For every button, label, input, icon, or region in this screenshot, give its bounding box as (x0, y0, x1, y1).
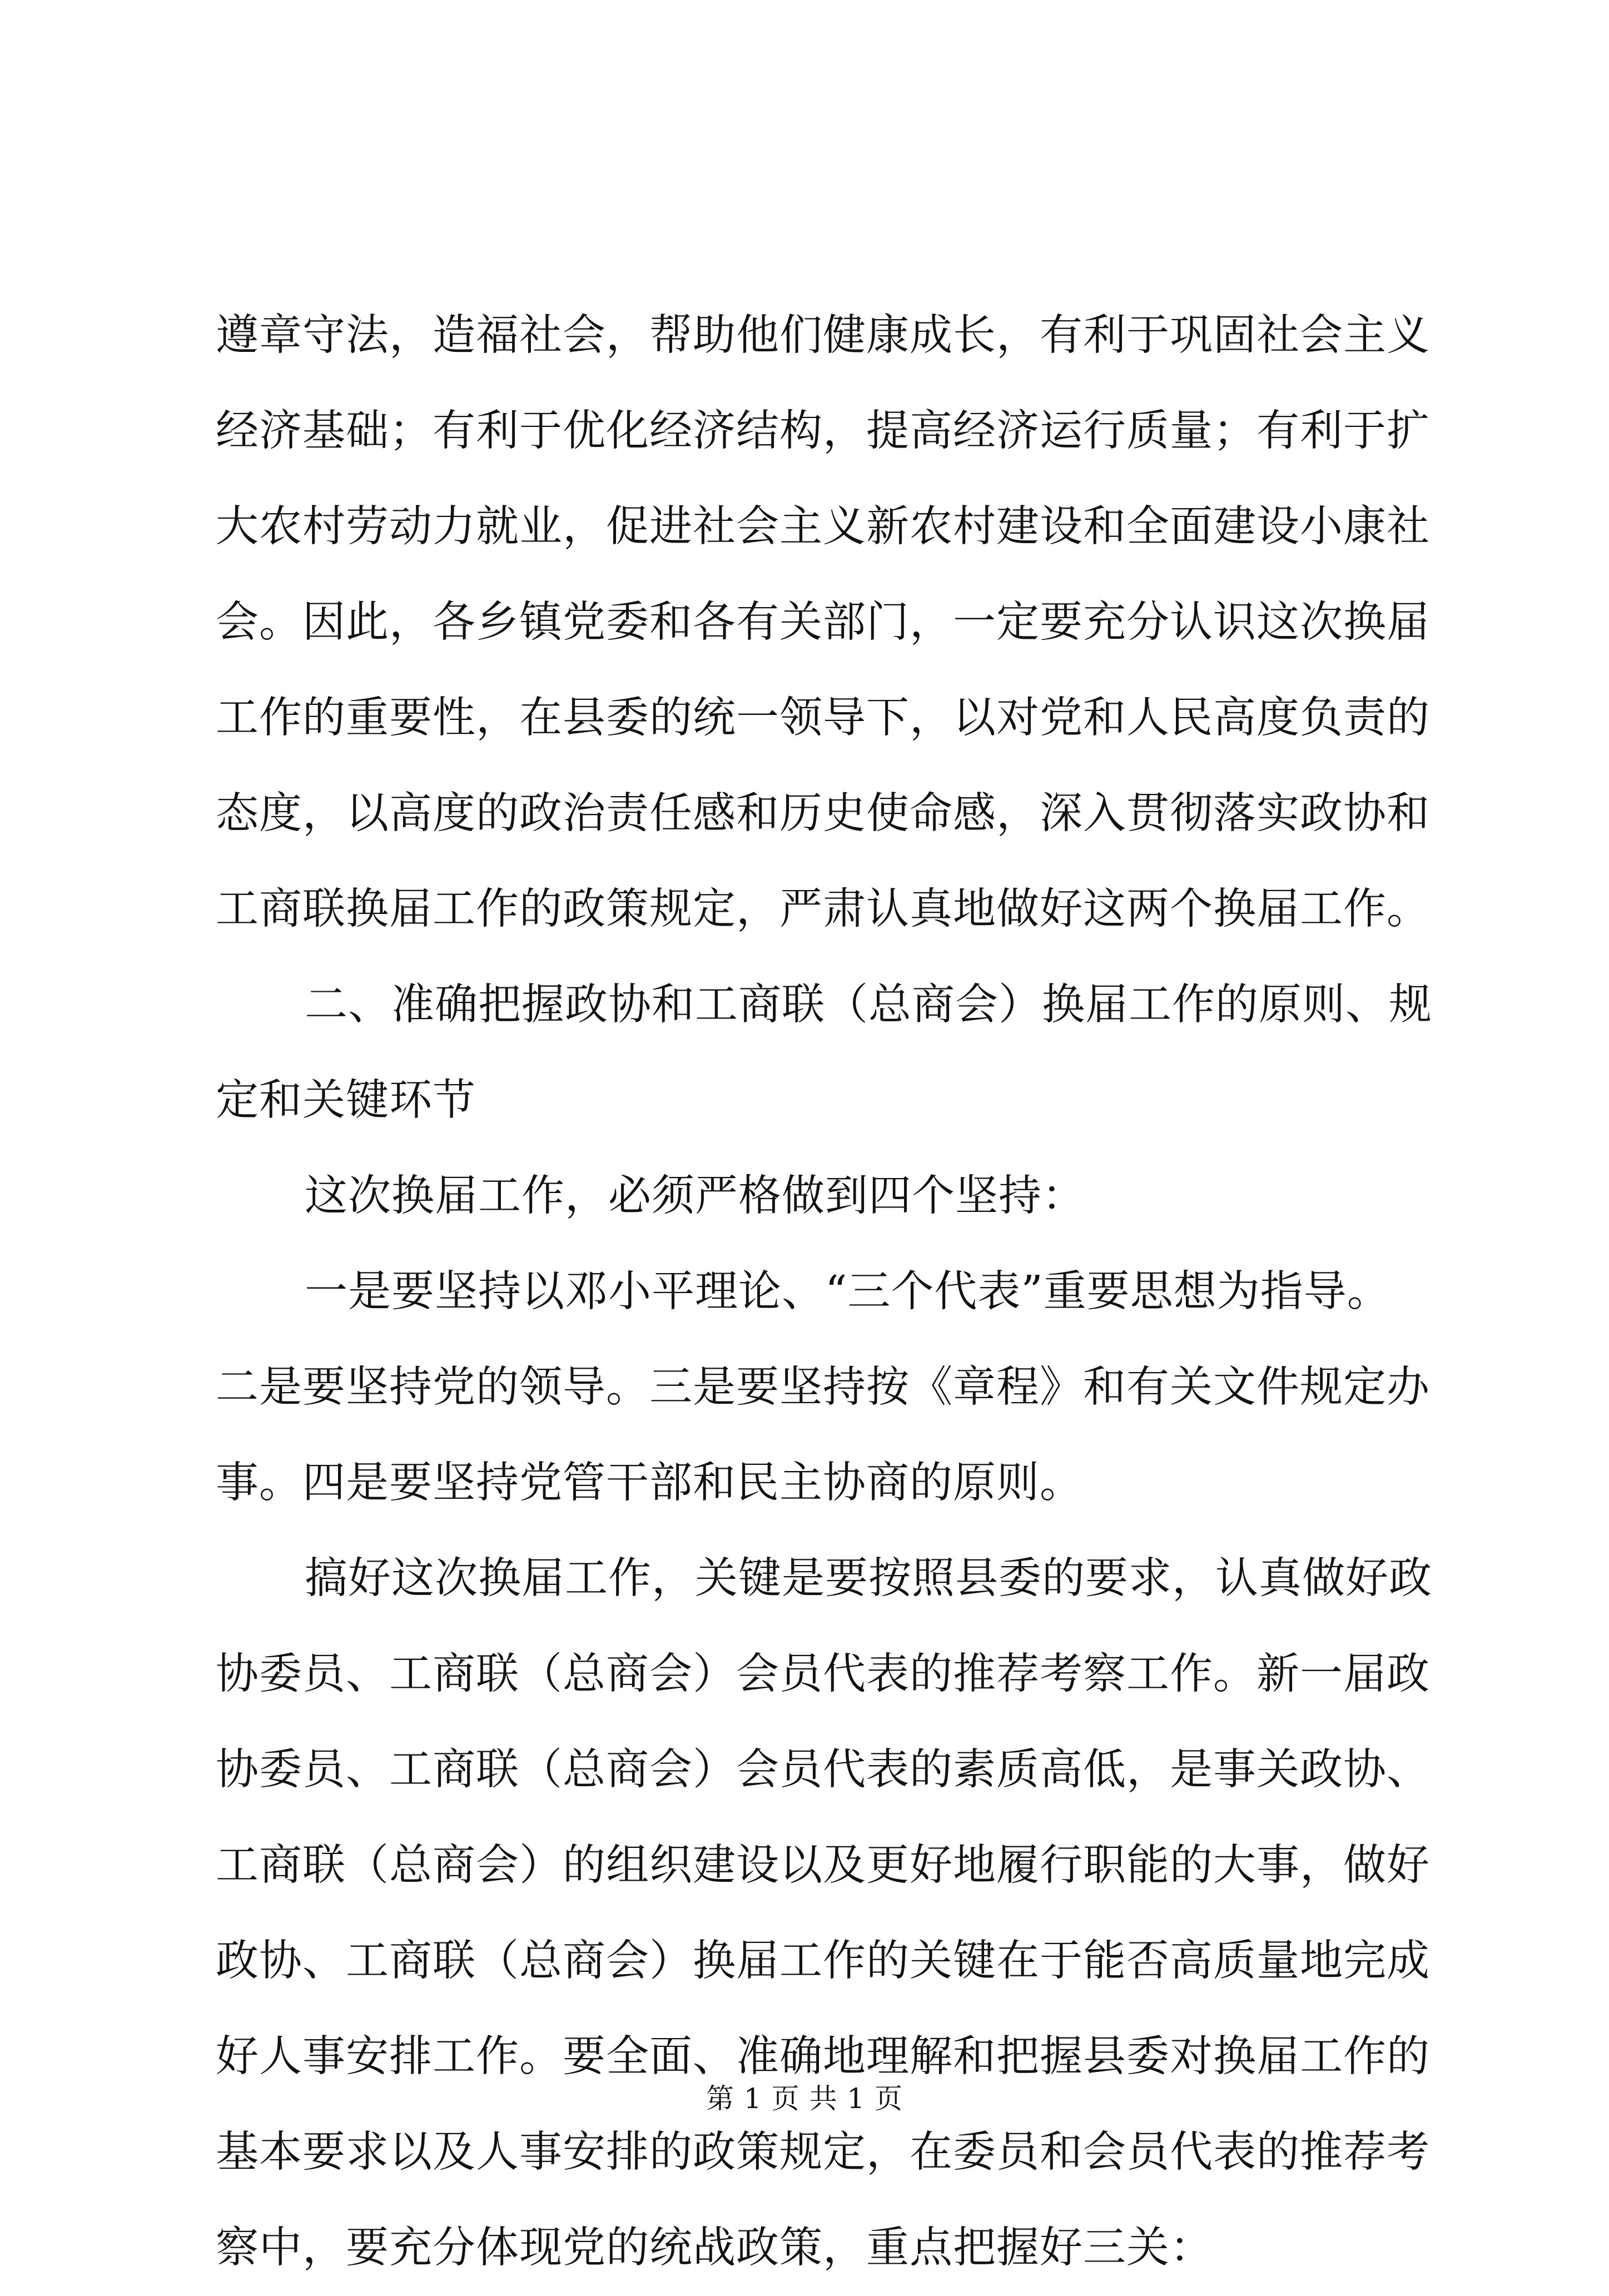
text-line: 定和关键环节 (216, 1076, 476, 1125)
text-line: 这次换届工作，必须严格做到四个坚持： (305, 1171, 1085, 1221)
text-line: 事。四是要坚持党管干部和民主协商的原则。 (216, 1458, 1083, 1508)
document-body (216, 288, 1432, 2296)
text-line: 基本要求以及人事安排的政策规定，在委员和会员代表的推荐考 (216, 2128, 1430, 2177)
text-line: 会。因此，各乡镇党委和各有关部门，一定要充分认识这次换届 (216, 598, 1430, 647)
text-line: 协委员、工商联（总商会）会员代表的推荐考察工作。新一届政 (216, 1649, 1430, 1699)
text-line: 经济基础；有利于优化经济结构，提高经济运行质量；有利于扩 (216, 406, 1430, 456)
text-line: 态度，以高度的政治责任感和历史使命感，深入贯彻落实政协和 (216, 789, 1430, 838)
text-line: 搞好这次换届工作，关键是要按照县委的要求，认真做好政 (305, 1554, 1432, 1603)
text-line: 工商联换届工作的政策规定，严肃认真地做好这两个换届工作。 (216, 884, 1430, 934)
text-line: 工商联（总商会）的组织建设以及更好地履行职能的大事，做好 (216, 1841, 1430, 1890)
text-line: 二、准确把握政协和工商联（总商会）换届工作的原则、规 (305, 980, 1432, 1030)
text-line: 政协、工商联（总商会）换届工作的关键在于能否高质量地完成 (216, 1936, 1430, 1986)
text-line: 大农村劳动力就业，促进社会主义新农村建设和全面建设小康社 (216, 502, 1430, 551)
text-line: 遵章守法，造福社会，帮助他们健康成长，有利于巩固社会主义 (216, 311, 1430, 360)
text-line: 二是要坚持党的领导。三是要坚持按《章程》和有关文件规定办 (216, 1363, 1430, 1412)
page-footer: 第 1 页 共 1 页 (706, 2083, 903, 2115)
text-line: 协委员、工商联（总商会）会员代表的素质高低，是事关政协、 (216, 1745, 1430, 1795)
text-line: 好人事安排工作。要全面、准确地理解和把握县委对换届工作的 (216, 2032, 1430, 2081)
text-line: 工作的重要性，在县委的统一领导下，以对党和人民高度负责的 (216, 693, 1430, 743)
text-line: 察中，要充分体现党的统战政策，重点把握好三关： (216, 2223, 1213, 2273)
text-line: 一是要坚持以邓小平理论、“三个代表”重要思想为指导。 (305, 1267, 1391, 1316)
